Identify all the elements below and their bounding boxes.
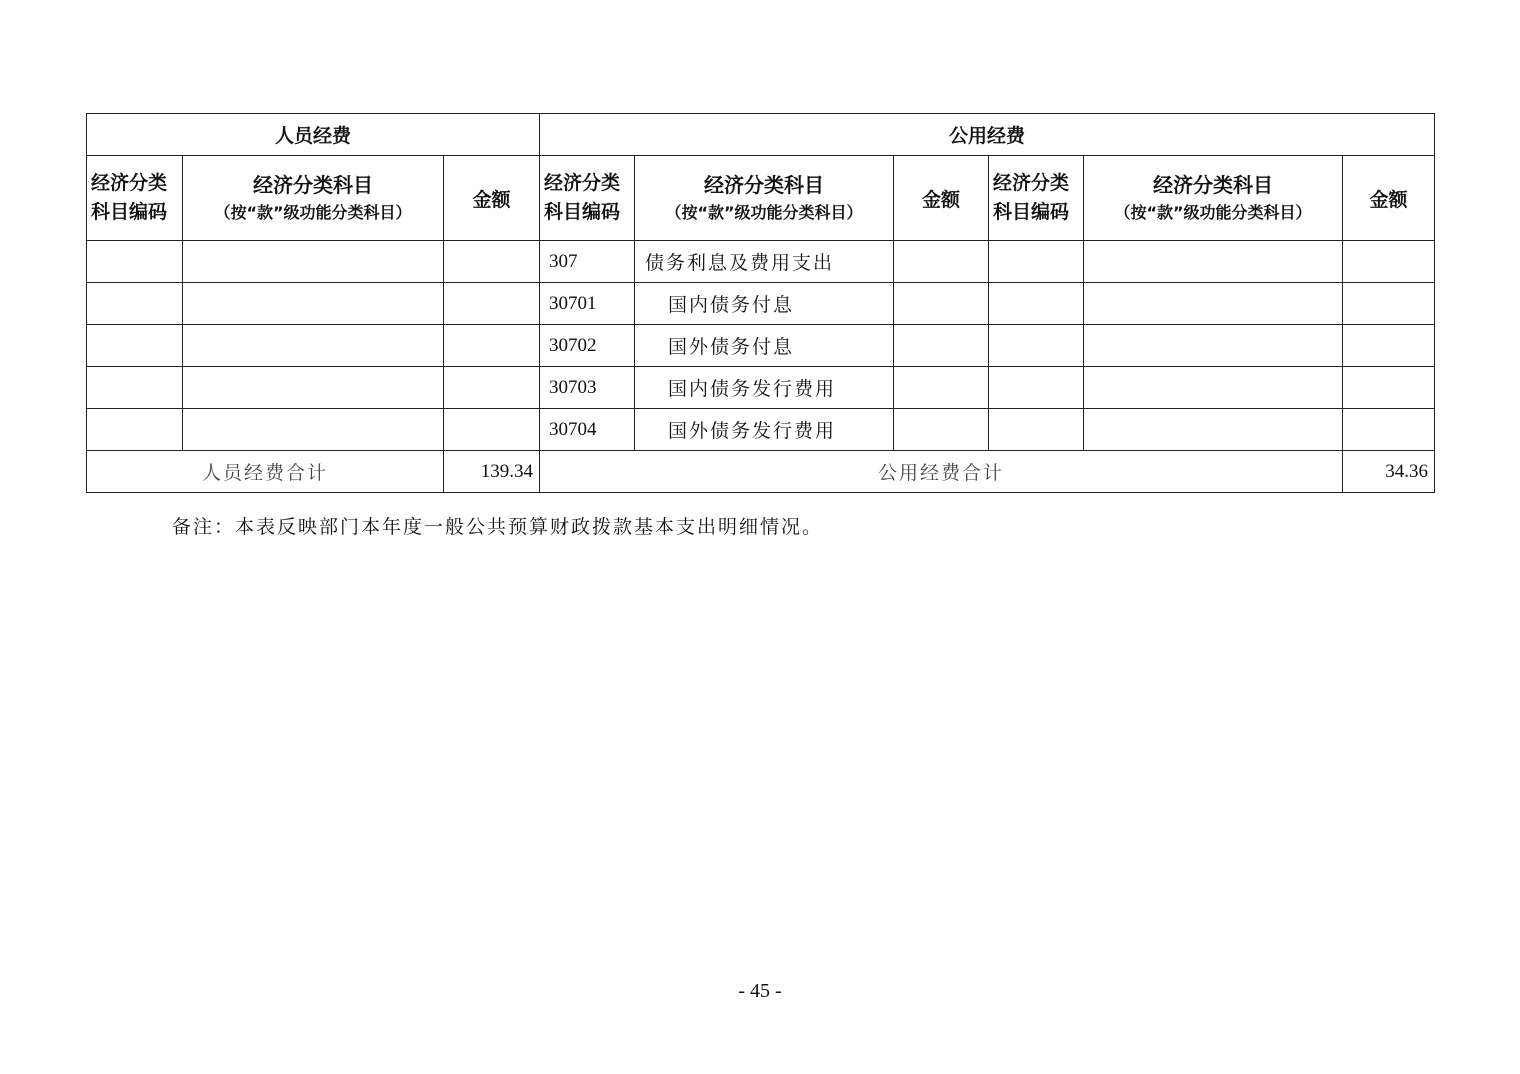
item-code: 30703: [540, 367, 635, 409]
col-header-item-title: 经济分类科目: [1153, 173, 1273, 197]
table-row: [87, 367, 1435, 409]
empty-cell: [183, 367, 444, 409]
col-header-amount: 金额: [444, 156, 540, 241]
empty-cell: [444, 325, 540, 367]
empty-cell: [989, 241, 1084, 283]
empty-cell: [894, 409, 989, 451]
empty-cell: [87, 325, 183, 367]
item-name: 债务利息及费用支出: [635, 241, 894, 283]
empty-cell: [1343, 283, 1435, 325]
table-note: 备注：本表反映部门本年度一般公共预算财政拨款基本支出明细情况。: [172, 516, 824, 538]
table-row: [87, 283, 1435, 325]
empty-cell: [989, 409, 1084, 451]
col-header-item: [183, 156, 444, 241]
empty-cell: [1343, 325, 1435, 367]
table-row: [87, 409, 1435, 451]
empty-cell: [183, 409, 444, 451]
col-header-item-title: 经济分类科目: [253, 173, 373, 197]
empty-cell: [1343, 241, 1435, 283]
item-name: 国外债务发行费用: [635, 409, 894, 451]
empty-cell: [87, 367, 183, 409]
table-row: [87, 325, 1435, 367]
item-code: 307: [540, 241, 635, 283]
empty-cell: [1084, 409, 1343, 451]
personnel-total-value: 139.34: [444, 451, 540, 493]
item-code: 30701: [540, 283, 635, 325]
personnel-expense-header: 人员经费: [87, 114, 540, 156]
empty-cell: [183, 241, 444, 283]
empty-cell: [87, 241, 183, 283]
item-code: 30702: [540, 325, 635, 367]
empty-cell: [1343, 409, 1435, 451]
col-header-code: 经济分类科目编码: [540, 156, 635, 241]
public-total-value: 34.36: [1343, 451, 1435, 493]
empty-cell: [989, 283, 1084, 325]
empty-cell: [183, 325, 444, 367]
item-name: 国内债务发行费用: [635, 367, 894, 409]
total-row: [87, 451, 1435, 493]
empty-cell: [87, 283, 183, 325]
empty-cell: [183, 283, 444, 325]
empty-cell: [1084, 241, 1343, 283]
budget-detail-table: [86, 113, 1435, 493]
col-header-item: [635, 156, 894, 241]
empty-cell: [989, 325, 1084, 367]
empty-cell: [894, 283, 989, 325]
item-code: 30704: [540, 409, 635, 451]
public-expense-header: 公用经费: [540, 114, 1435, 156]
col-header-item-subtitle: （按“款”级功能分类科目）: [1114, 203, 1312, 222]
empty-cell: [1343, 367, 1435, 409]
empty-cell: [894, 325, 989, 367]
col-header-item-title: 经济分类科目: [704, 173, 824, 197]
empty-cell: [989, 367, 1084, 409]
empty-cell: [1084, 367, 1343, 409]
item-name: 国内债务付息: [635, 283, 894, 325]
empty-cell: [444, 367, 540, 409]
col-header-code: 经济分类科目编码: [87, 156, 183, 241]
empty-cell: [894, 241, 989, 283]
empty-cell: [444, 241, 540, 283]
col-header-item: [1084, 156, 1343, 241]
empty-cell: [444, 409, 540, 451]
col-header-item-subtitle: （按“款”级功能分类科目）: [214, 203, 412, 222]
col-header-amount: 金额: [894, 156, 989, 241]
empty-cell: [1084, 325, 1343, 367]
page-number: - 45 -: [738, 980, 782, 1002]
empty-cell: [87, 409, 183, 451]
item-name: 国外债务付息: [635, 325, 894, 367]
table-row: [87, 241, 1435, 283]
public-total-label: 公用经费合计: [540, 451, 1343, 493]
empty-cell: [894, 367, 989, 409]
col-header-amount: 金额: [1343, 156, 1435, 241]
personnel-total-label: 人员经费合计: [87, 451, 444, 493]
col-header-code: 经济分类科目编码: [989, 156, 1084, 241]
col-header-item-subtitle: （按“款”级功能分类科目）: [665, 203, 863, 222]
empty-cell: [1084, 283, 1343, 325]
empty-cell: [444, 283, 540, 325]
